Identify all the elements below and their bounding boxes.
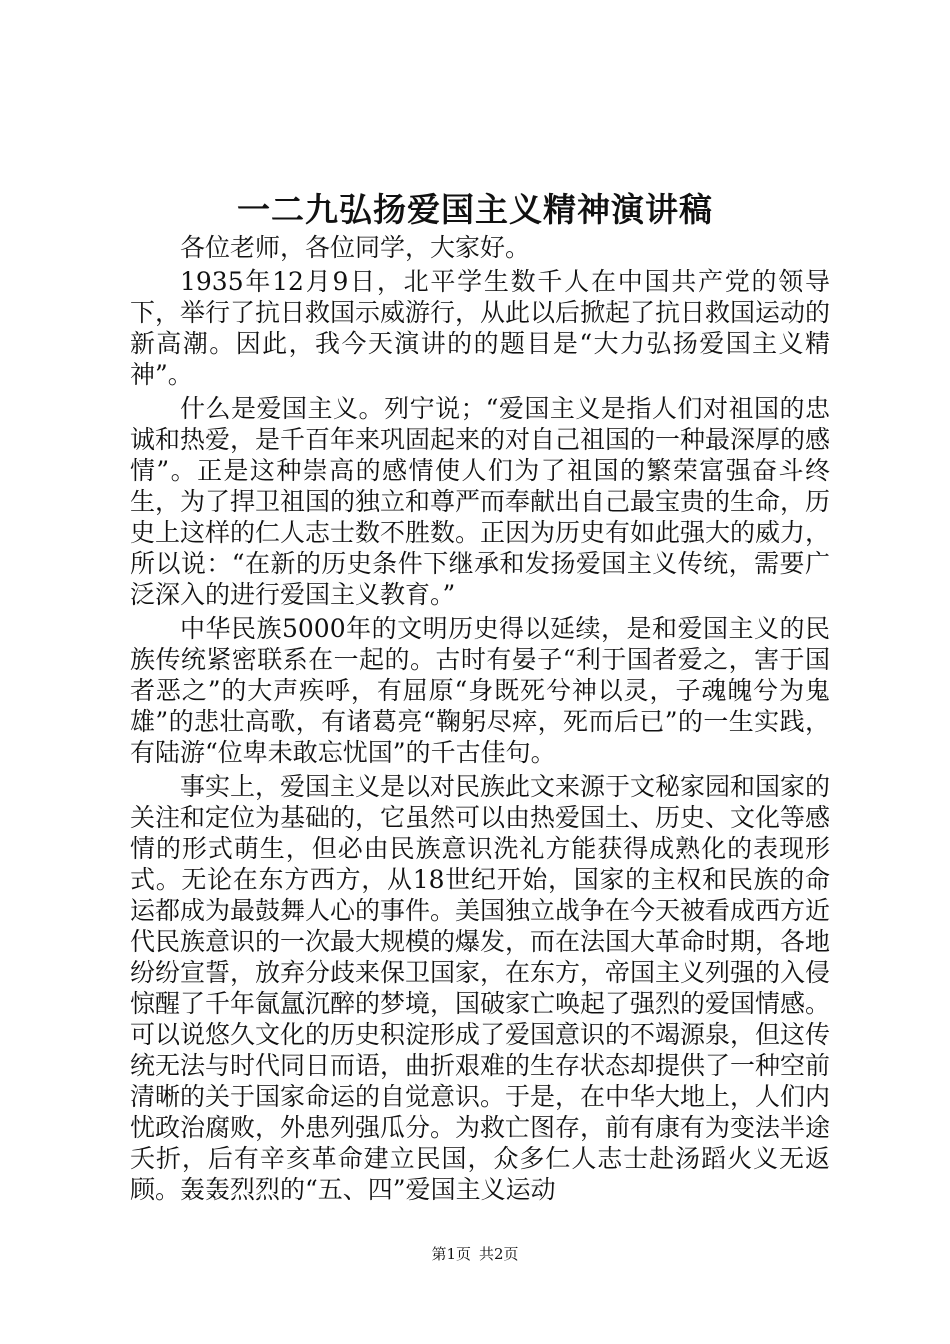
paragraph-history: 1935年12月9日，北平学生数千人在中国共产党的领导下，举行了抗日救国示威游行，从此以后掀起了抗日救国运动的新高潮。因此，我今天演讲的的题目是“大力弘扬爱国主义精神”。 [130,267,831,389]
page-number: 第1页 [431,1245,471,1263]
document-title: 一二九弘扬爱国主义精神演讲稿 [237,190,713,229]
page-total: 共2页 [479,1245,519,1263]
document-body [130,232,830,1208]
paragraph-national-consciousness: 事实上，爱国主义是以对民族此文来源于文秘家园和国家的关注和定位为基础的，它虽然可以由热爱国土、历史、文化等感情的形式萌生，但必由民族意识洗礼方能获得成熟化的表现形式。无论在东方西方，从18世纪开始，国家的主权和民族的命运都成为最鼓舞人心的事件。美国独立战争在今天被看成西方近代民族意识的一次最大规模的爆发，而在法国大革命时期，各地纷纷宣誓，放弃分歧来保卫国家，在东方，帝国主义列强的入侵惊醒了千年氤氲沉醉的梦境，国破家亡唤起了强烈的爱国情感。可以说悠久文化的历史积淀形成了爱国意识的不竭源泉，但这传统无法与时代同日而语，曲折艰难的生存状态却提供了一种空前清晰的关于国家命运的自觉意识。于是，在中华大地上，人们内忧政治腐败，外患列强瓜分。为救亡图存，前有康有为变法半途夭折，后有辛亥革命建立民国，众多仁人志士赴汤蹈火义无返顾。轰轰烈烈的“五、四”爱国主义运动 [130,772,831,1204]
page-footer [0,1244,950,1264]
paragraph-tradition: 中华民族5000年的文明历史得以延续，是和爱国主义的民族传统紧密联系在一起的。古时有晏子“利于国者爱之，害于国者恶之”的大声疾呼，有屈原“身既死兮神以灵，子魂魄兮为鬼雄”的悲壮高歌，有诸葛亮“鞠躬尽瘁，死而后已”的一生实践，有陆游“位卑未敢忘忧国”的千古佳句。 [130,614,830,767]
paragraph-greeting: 各位老师，各位同学，大家好。 [180,233,531,262]
paragraph-definition: 什么是爱国主义。列宁说；“爱国主义是指人们对祖国的忠诚和热爱，是千百年来巩固起来的对自己祖国的一种最深厚的感情”。正是这种崇高的感情使人们为了祖国的繁荣富强奋斗终生，为了捍卫祖国的独立和尊严而奉献出自己最宝贵的生命，历史上这样的仁人志士数不胜数。正因为历史有如此强大的威力，所以说：“在新的历史条件下继承和发扬爱国主义传统，需要广泛深入的进行爱国主义教育。” [130,394,831,609]
